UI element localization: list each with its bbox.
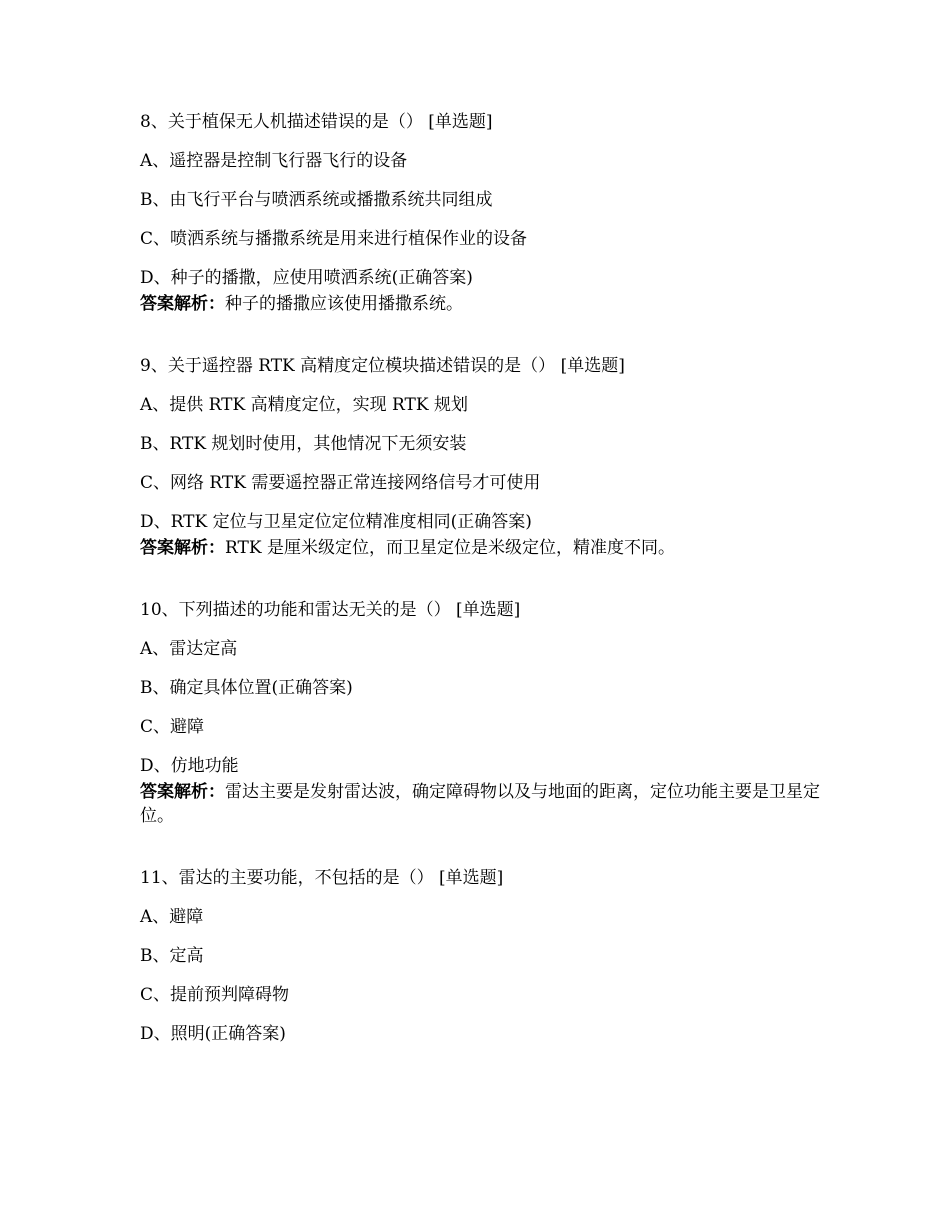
option-d: D、种子的播撒，应使用喷洒系统(正确答案) (140, 268, 473, 288)
option-d: D、RTK 定位与卫星定位定位精准度相同(正确答案) (140, 512, 532, 532)
spacer (140, 316, 820, 352)
option-a: A、雷达定高 (140, 639, 238, 659)
analysis-label: 答案解析： (140, 538, 225, 558)
option-b: B、定高 (140, 946, 204, 966)
analysis-label: 答案解析： (140, 782, 225, 802)
question-9 (140, 352, 820, 596)
option-a: A、遥控器是控制飞行器飞行的设备 (140, 151, 408, 171)
option-a: A、避障 (140, 907, 204, 927)
answer-analysis (140, 536, 820, 560)
option-a: A、提供 RTK 高精度定位，实现 RTK 规划 (140, 395, 468, 415)
analysis-label: 答案解析： (140, 294, 225, 314)
option-b: B、确定具体位置(正确答案) (140, 678, 353, 698)
option-c: C、喷洒系统与播撒系统是用来进行植保作业的设备 (140, 229, 528, 249)
document-page (140, 108, 820, 1048)
answer-analysis (140, 780, 820, 828)
question-title: 8、关于植保无人机描述错误的是（） [单选题] (140, 112, 493, 132)
option-c: C、网络 RTK 需要遥控器正常连接网络信号才可使用 (140, 473, 541, 493)
question-title: 11、雷达的主要功能，不包括的是（） [单选题] (140, 868, 504, 888)
analysis-text: 雷达主要是发射雷达波，确定障碍物以及与地面的距离，定位功能主要是卫星定位。 (140, 782, 820, 826)
option-c: C、避障 (140, 717, 205, 737)
option-b: B、由飞行平台与喷洒系统或播撒系统共同组成 (140, 190, 493, 210)
question-8 (140, 108, 820, 352)
spacer (140, 560, 820, 596)
spacer (140, 828, 820, 864)
answer-analysis (140, 292, 820, 316)
option-b: B、RTK 规划时使用，其他情况下无须安装 (140, 434, 467, 454)
option-c: C、提前预判障碍物 (140, 985, 290, 1005)
question-title: 10、下列描述的功能和雷达无关的是（） [单选题] (140, 600, 521, 620)
option-d: D、仿地功能 (140, 756, 239, 776)
question-title: 9、关于遥控器 RTK 高精度定位模块描述错误的是（） [单选题] (140, 356, 625, 376)
question-11 (140, 864, 820, 1048)
option-d: D、照明(正确答案) (140, 1024, 286, 1044)
question-10 (140, 596, 820, 864)
analysis-text: RTK 是厘米级定位，而卫星定位是米级定位，精准度不同。 (225, 538, 675, 558)
analysis-text: 种子的播撒应该使用播撒系统。 (225, 294, 463, 314)
